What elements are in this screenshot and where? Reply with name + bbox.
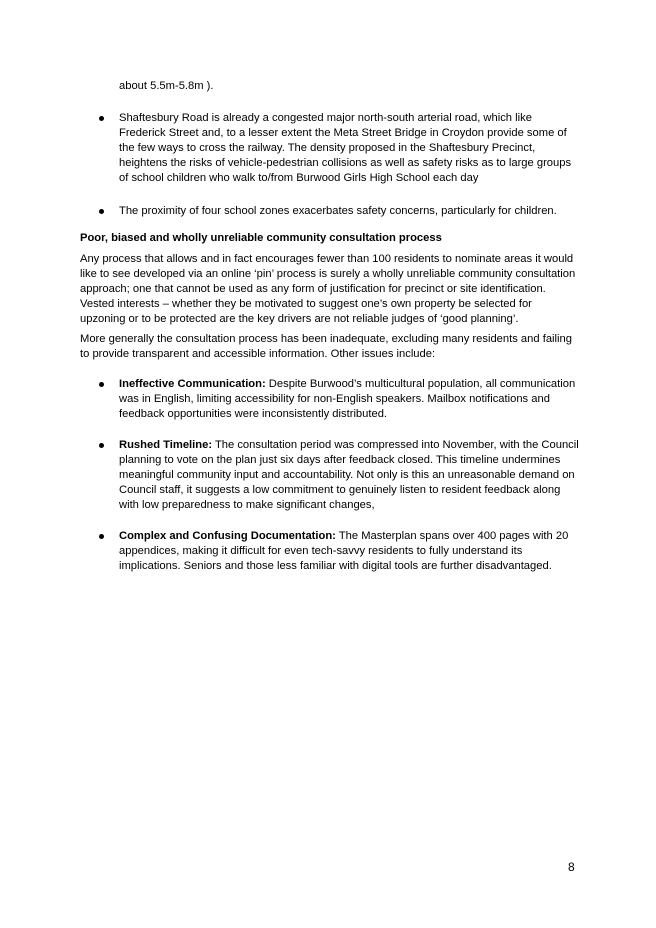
bullet-icon (99, 534, 104, 539)
bullet-icon (99, 382, 104, 387)
bullet-icon (99, 116, 104, 121)
paragraph: Any process that allows and in fact encourages fewer than 100 residents to nominate areas it would like to see developed via an online ‘pin’ process is surely a wholly unreliable community consultation approach; one that cannot be used as any form of justification for precinct or site identification. Vested interests – whether they be motivated to suggest one’s own property be selected for upzoning or to be protected are the key drivers are not reliable judges of ‘good planning’. (80, 253, 576, 325)
bullet-icon (99, 443, 104, 448)
page-number: 8 (568, 860, 575, 874)
bullet-label: Rushed Timeline: (119, 439, 213, 451)
bullet-label: Complex and Confusing Documentation: (119, 530, 336, 542)
paragraph: More generally the consultation process has been inadequate, excluding many residents and failing to provide transparent and accessible information. Other issues include: (80, 333, 572, 360)
list-item (0, 111, 579, 186)
bullet-text: The Masterplan spans over 400 pages with 20 appendices, making it difficult for even tech-savvy residents to fully understand its implications. Seniors and those less familiar with digital tools are further disadvantaged. (119, 530, 569, 572)
bullet-icon (99, 209, 104, 214)
bullet-text: Despite Burwood’s multicultural population, all communication was in English, limiting accessibility for non-English speakers. Mailbox notifications and feedback opportunities were inconsistently distributed. (119, 378, 576, 420)
list-item (0, 438, 579, 513)
section-heading: Poor, biased and wholly unreliable community consultation process (80, 232, 442, 244)
continuation-line: about 5.5m-5.8m ). (119, 80, 214, 92)
bullet-text: The proximity of four school zones exacerbates safety concerns, particularly for children. (119, 205, 557, 217)
list-item (0, 204, 579, 219)
bullet-list-traffic (0, 111, 656, 219)
list-item (0, 377, 579, 422)
list-item (0, 529, 579, 574)
bullet-text: The consultation period was compressed into November, with the Council planning to vote on the plan just six days after feedback closed. This timeline undermines meaningful community input and accountability. Not only is this an unreasonable demand on Council staff, it suggests a low commitment to genuinely listen to resident feedback along with low preparedness to make significant changes, (119, 439, 579, 511)
bullet-label: Ineffective Communication: (119, 378, 266, 390)
bullet-text: Shaftesbury Road is already a congested major north-south arterial road, which like Frederick Street and, to a lesser extent the Meta Street Bridge in Croydon provide some of the few ways to cross the railway. The density proposed in the Shaftesbury Precinct, heightens the risks of vehicle-pedestrian collisions as well as safety risks as to large groups of school children who walk to/from Burwood Girls High School each day (119, 112, 572, 184)
bullet-list-issues (0, 377, 656, 574)
